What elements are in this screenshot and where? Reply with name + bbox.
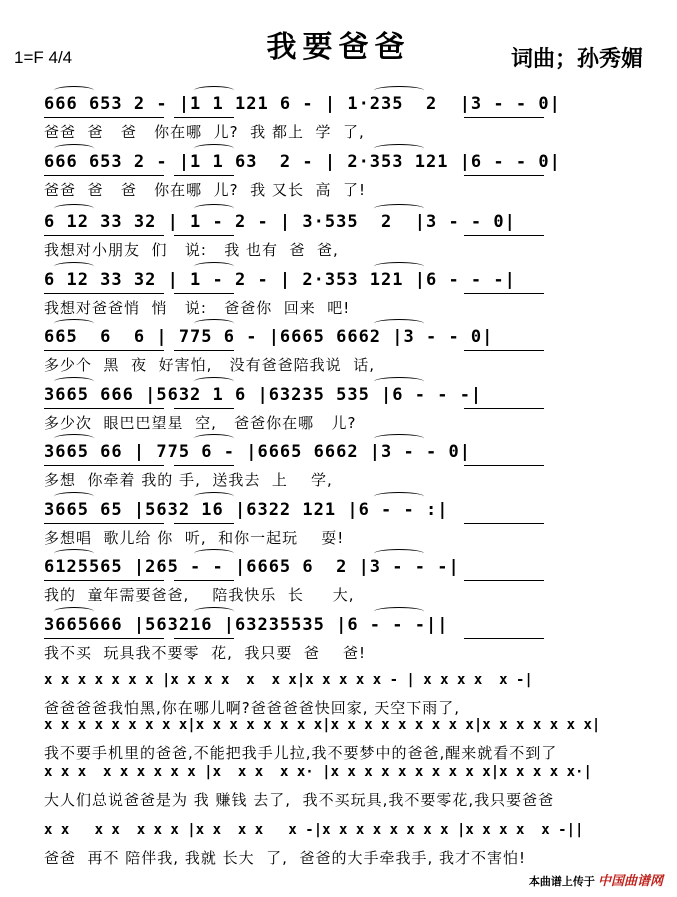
slur-mark (54, 492, 94, 501)
slur-mark (194, 377, 234, 386)
slur-mark (374, 607, 424, 616)
slur-mark (374, 319, 424, 328)
notation-text: 6 12 33 32 | 1 - 2 - | 3·535 2 |3 - - 0| (44, 212, 516, 232)
slur-mark (54, 86, 94, 95)
lyric-text: 多想 你牵着 我的 手, 送我去 上 学, (44, 471, 333, 489)
beam-line (174, 523, 234, 524)
beam-line (44, 175, 164, 176)
slur-mark (374, 549, 424, 558)
notation-text: x x x x x x x |x x x x x -|x x x x x x x x |x x x x x -|| (44, 822, 584, 838)
beam-line (44, 638, 164, 639)
slur-mark (54, 319, 94, 328)
notation-text: x x x x x x x x x|x x x x x x x x|x x x x x x x x x|x x x x x x x| (44, 717, 601, 733)
slur-mark (54, 607, 94, 616)
lyric-text: 多少个 黑 夜 好害怕, 没有爸爸陪我说 话, (44, 356, 375, 374)
slur-mark (54, 434, 94, 443)
beam-line (44, 117, 164, 118)
beam-line (464, 523, 544, 524)
upload-footer (529, 870, 663, 889)
beam-line (44, 408, 164, 409)
lyric-text: 我想对小朋友 们 说: 我 也有 爸 爸, (44, 241, 339, 259)
slur-mark (194, 262, 234, 271)
lyric-text: 我不要手机里的爸爸,不能把我手儿拉,我不要梦中的爸爸,醒来就看不到了 (44, 744, 558, 762)
beam-line (44, 293, 164, 294)
slur-mark (374, 492, 424, 501)
beam-line (464, 235, 544, 236)
beam-line (174, 638, 234, 639)
slur-mark (54, 549, 94, 558)
notation-text: 666 653 2 - |1 1 63 2 - | 2·353 121 |6 - - 0| (44, 152, 561, 172)
footer-prefix: 本曲谱上传于 (528, 876, 595, 888)
slur-mark (194, 549, 234, 558)
slur-mark (374, 262, 424, 271)
beam-line (174, 235, 234, 236)
beam-line (174, 175, 234, 176)
beam-line (174, 293, 234, 294)
beam-line (464, 408, 544, 409)
lyric-text: 我想对爸爸悄 悄 说: 爸爸你 回来 吧! (44, 299, 351, 317)
beam-line (464, 350, 544, 351)
lyric-text: 我的 童年需要爸爸, 陪我快乐 长 大, (44, 586, 355, 604)
beam-line (44, 523, 164, 524)
composer-credit: 词曲；孙秀媚 (510, 46, 643, 72)
lyric-text: 爸爸爸爸我怕黑,你在哪儿啊?爸爸爸爸快回家, 天空下雨了, (44, 699, 461, 717)
slur-mark (54, 204, 94, 213)
slur-mark (194, 492, 234, 501)
notation-text: 6 12 33 32 | 1 - 2 - | 2·353 121 |6 - - -| (44, 270, 516, 290)
lyric-text: 多少次 眼巴巴望星 空, 爸爸你在哪 儿? (44, 414, 357, 432)
slur-mark (194, 434, 234, 443)
notation-text: 665 6 6 | 775 6 - |6665 6662 |3 - - 0| (44, 327, 494, 347)
notation-text: 6125565 |265 - - |6665 6 2 |3 - - -| (44, 557, 460, 577)
beam-line (464, 293, 544, 294)
beam-line (464, 638, 544, 639)
slur-mark (374, 86, 424, 95)
beam-line (464, 175, 544, 176)
slur-mark (54, 144, 94, 153)
slur-mark (374, 377, 424, 386)
slur-mark (194, 204, 234, 213)
beam-line (464, 580, 544, 581)
notation-text: 3665 666 |5632 1 6 |63235 535 |6 - - -| (44, 385, 483, 405)
beam-line (174, 350, 234, 351)
slur-mark (54, 377, 94, 386)
beam-line (44, 580, 164, 581)
slur-mark (374, 204, 424, 213)
beam-line (174, 580, 234, 581)
beam-line (464, 117, 544, 118)
beam-line (44, 350, 164, 351)
slur-mark (194, 144, 234, 153)
beam-line (174, 408, 234, 409)
slur-mark (194, 86, 234, 95)
lyric-text: 爸爸 爸 爸 你在哪 儿? 我 都上 学 了, (44, 123, 365, 141)
beam-line (464, 465, 544, 466)
lyric-text: 大人们总说爸爸是为 我 赚钱 去了, 我不买玩具,我不要零花,我只要爸爸 (44, 791, 555, 809)
lyric-text: 多想唱 歌儿给 你 听, 和你一起玩 耍! (44, 529, 345, 547)
notation-text: 3665666 |563216 |63235535 |6 - - -|| (44, 615, 449, 635)
beam-line (174, 465, 234, 466)
slur-mark (374, 434, 424, 443)
key-signature: 1=F 4/4 (14, 48, 73, 67)
notation-text: 3665 65 |5632 16 |6322 121 |6 - - :| (44, 500, 449, 520)
slur-mark (54, 262, 94, 271)
slur-mark (194, 319, 234, 328)
lyric-text: 我不买 玩具我不要零 花, 我只要 爸 爸! (44, 644, 366, 662)
slur-mark (194, 607, 234, 616)
lyric-text: 爸爸 再不 陪伴我, 我就 长大 了, 爸爸的大手牵我手, 我才不害怕! (44, 849, 527, 867)
beam-line (44, 235, 164, 236)
song-title: 我要爸爸 (266, 30, 411, 65)
site-logo: 中国曲谱网 (597, 873, 663, 888)
notation-text: 666 653 2 - |1 1 121 6 - | 1·235 2 |3 - - 0| (44, 94, 561, 114)
notation-text: 3665 66 | 775 6 - |6665 6662 |3 - - 0| (44, 442, 471, 462)
notation-text: x x x x x x x |x x x x x x x|x x x x x - | x x x x x -| (44, 672, 533, 688)
beam-line (174, 117, 234, 118)
lyric-text: 爸爸 爸 爸 你在哪 儿? 我 又长 高 了! (44, 181, 367, 199)
slur-mark (374, 144, 424, 153)
beam-line (44, 465, 164, 466)
notation-text: x x x x x x x x x |x x x x x· |x x x x x x x x x x|x x x x x·| (44, 764, 592, 780)
